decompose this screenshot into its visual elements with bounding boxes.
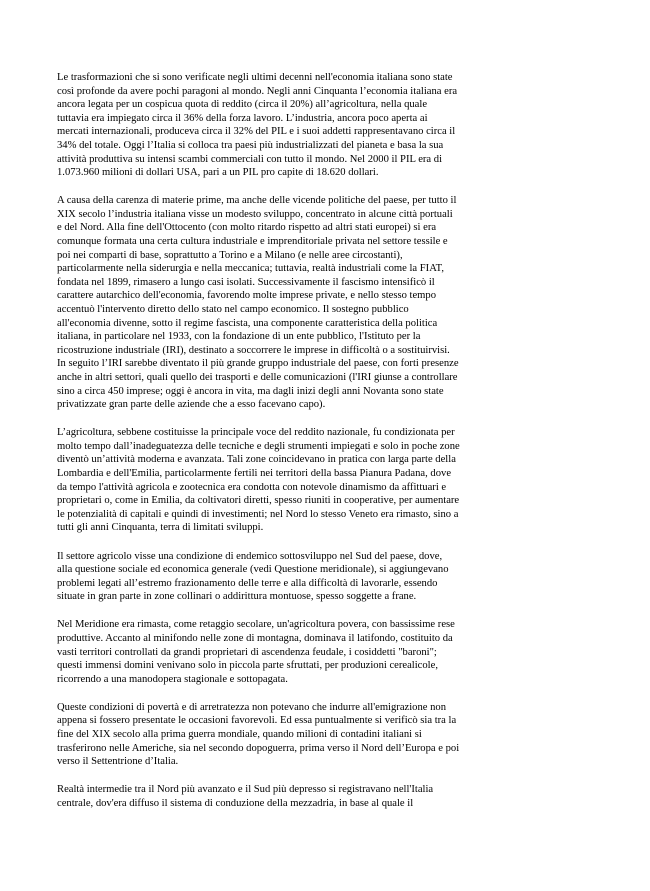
text-line: e del Nord. Alla fine dell'Ottocento (con molto ritardo rispetto ad altri stati europei) si era — [57, 222, 437, 234]
paragraph — [57, 618, 519, 686]
text-line: fondata nel 1899, rimasero a lungo casi isolati. Successivamente il fascismo intensificò il — [57, 276, 435, 288]
text-line: mercati internazionali, produceva circa il 32% del PIL e i suoi addetti rappresentavano circa il — [57, 126, 456, 138]
paragraph — [57, 783, 519, 810]
text-line: questi immensi domini venivano solo in piccola parte sfruttati, per produzioni cerealicole, — [57, 660, 438, 672]
paragraph — [57, 550, 519, 604]
text-line: ricorrendo a una manodopera stagionale e sottopagata. — [57, 673, 288, 685]
text-line: privatizzate gran parte delle aziende che a esso facevano capo). — [57, 399, 326, 411]
text-line: all'economia divenne, sotto il regime fascista, una componente caratteristica della politica — [57, 317, 438, 329]
text-line: Realtà intermedie tra il Nord più avanzato e il Sud più depresso si registravano nell'Italia — [57, 784, 434, 796]
text-line: verso il Settentrione d’Italia. — [57, 756, 179, 768]
document-body — [57, 71, 519, 825]
text-line: da tempo l'attività agricola e zootecnica era condotta con notevole dinamismo da affittuari e — [57, 481, 447, 493]
text-line: Nel Meridione era rimasta, come retaggio secolare, un'agricoltura povera, con bassissime rese — [57, 619, 455, 631]
text-line: Le trasformazioni che si sono verificate negli ultimi decenni nell'economia italiana sono state — [57, 72, 453, 83]
text-line: In seguito l’IRI sarebbe diventato il più grande gruppo industriale del paese, con forti presenze — [57, 358, 459, 370]
text-line: proprietari o, come in Emilia, da coltivatori diretti, spesso riuniti in cooperative, per aumentare — [57, 495, 460, 507]
text-line: poi nei comparti di base, soprattutto a Torino e a Milano (e nelle aree circostanti), — [57, 249, 403, 261]
text-line: situate in gran parte in zone collinari o addirittura montuose, spesso soggette a frane. — [57, 591, 417, 603]
paragraph — [57, 701, 519, 769]
text-line: A causa della carenza di materie prime, ma anche delle vicende politiche del paese, per tutto il — [57, 195, 457, 207]
text-line: vasti territori controllati da grandi proprietari di ascendenza feudale, i cosiddetti "baroni"; — [57, 646, 437, 658]
text-line: centrale, dov'era diffuso il sistema di conduzione della mezzadria, in base al quale il — [57, 797, 414, 809]
text-line: particolarmente nella siderurgia e nella meccanica; tuttavia, realtà industriali come la FIAT, — [57, 263, 444, 275]
text-line: XIX secolo l’industria italiana visse un modesto sviluppo, concentrato in alcune città portuali — [57, 208, 453, 220]
text-line: Lombardia e dell'Emilia, particolarmente fertili nei territori della bassa Pianura Padana, dove — [57, 468, 452, 480]
paragraph — [57, 426, 519, 535]
paragraph — [57, 71, 519, 180]
text-line: tuttavia era impiegato circa il 36% della forza lavoro. L’industria, ancora poco aperta ai — [57, 112, 428, 124]
text-line: così profonde da avere pochi paragoni al mondo. Negli anni Cinquanta l’economia italiana era — [57, 85, 458, 97]
text-line: ricostruzione industriale (IRI), destinato a soccorrere le imprese in difficoltà o a sostituirvisi. — [57, 344, 450, 356]
text-line: Il settore agricolo visse una condizione di endemico sottosviluppo nel Sud del paese, dove, — [57, 550, 443, 562]
text-line: alla questione sociale ed economica generale (vedi Questione meridionale), si aggiungevano — [57, 564, 449, 576]
text-line: accentuò l'intervento diretto dello stato nel campo economico. Il sostegno pubblico — [57, 304, 409, 315]
paragraph — [57, 194, 519, 412]
text-line: italiana, in particolare nel 1933, con la fondazione di un ente pubblico, l'Istituto per la — [57, 331, 421, 343]
text-line: trasferirono nelle Americhe, sia nel secondo dopoguerra, prima verso il Nord dell’Europa e poi — [57, 742, 460, 754]
text-line: le potenzialità di capitali e quindi di investimenti; nel Nord lo stesso Veneto era rimasto, sino a — [57, 508, 459, 520]
text-line: Queste condizioni di povertà e di arretratezza non potevano che indurre all'emigrazione non — [57, 701, 447, 713]
text-line: diventò un’attività moderna e avanzata. Tali zone coincidevano in pratica con larga parte della — [57, 454, 456, 466]
text-line: produttive. Accanto al minifondo nelle zone di montagna, dominava il latifondo, costituito da — [57, 632, 453, 644]
text-line: problemi legati all’estremo frazionamento delle terre e alla difficoltà di lavorarle, essendo — [57, 577, 438, 589]
text-line: L’agricoltura, sebbene costituisse la principale voce del reddito nazionale, fu condizionata per — [57, 427, 455, 439]
text-line: sino a circa 450 imprese; oggi è ancora in vita, ma dagli inizi degli anni Novanta sono state — [57, 385, 444, 397]
text-line: molto tempo dall’inadeguatezza delle tecniche e degli strumenti impiegati e solo in poche zone — [57, 440, 460, 452]
text-line: comunque formata una certa cultura industriale e imprenditoriale privata nel settore tessile e — [57, 236, 448, 248]
text-line: ancora legata per un cospicua quota di reddito (circa il 20%) all’agricoltura, nella quale — [57, 99, 428, 111]
text-line: 1.073.960 milioni di dollari USA, pari a un PIL pro capite di 18.620 dollari. — [57, 167, 379, 179]
text-line: anche in altri settori, quali quello dei trasporti e delle comunicazioni (l'IRI giunse a controllare — [57, 371, 458, 383]
text-line: attività produttiva su intensi scambi commerciali con tutto il mondo. Nel 2000 il PIL era di — [57, 153, 443, 165]
text-line: carattere autarchico dell'economia, favorendo molte imprese private, e nello stesso tempo — [57, 290, 437, 302]
text-line: fine del XIX secolo alla prima guerra mondiale, quando milioni di contadini italiani si — [57, 729, 422, 741]
text-line: tutti gli anni Cinquanta, terra di limitati sviluppi. — [57, 522, 264, 534]
text-line: appena si fossero presentate le occasioni favorevoli. Ed essa puntualmente si verificò sia tra la — [57, 715, 457, 727]
text-line: 34% del totale. Oggi l’Italia si colloca tra paesi più industrializzati del pianeta e basa la sua — [57, 139, 444, 151]
